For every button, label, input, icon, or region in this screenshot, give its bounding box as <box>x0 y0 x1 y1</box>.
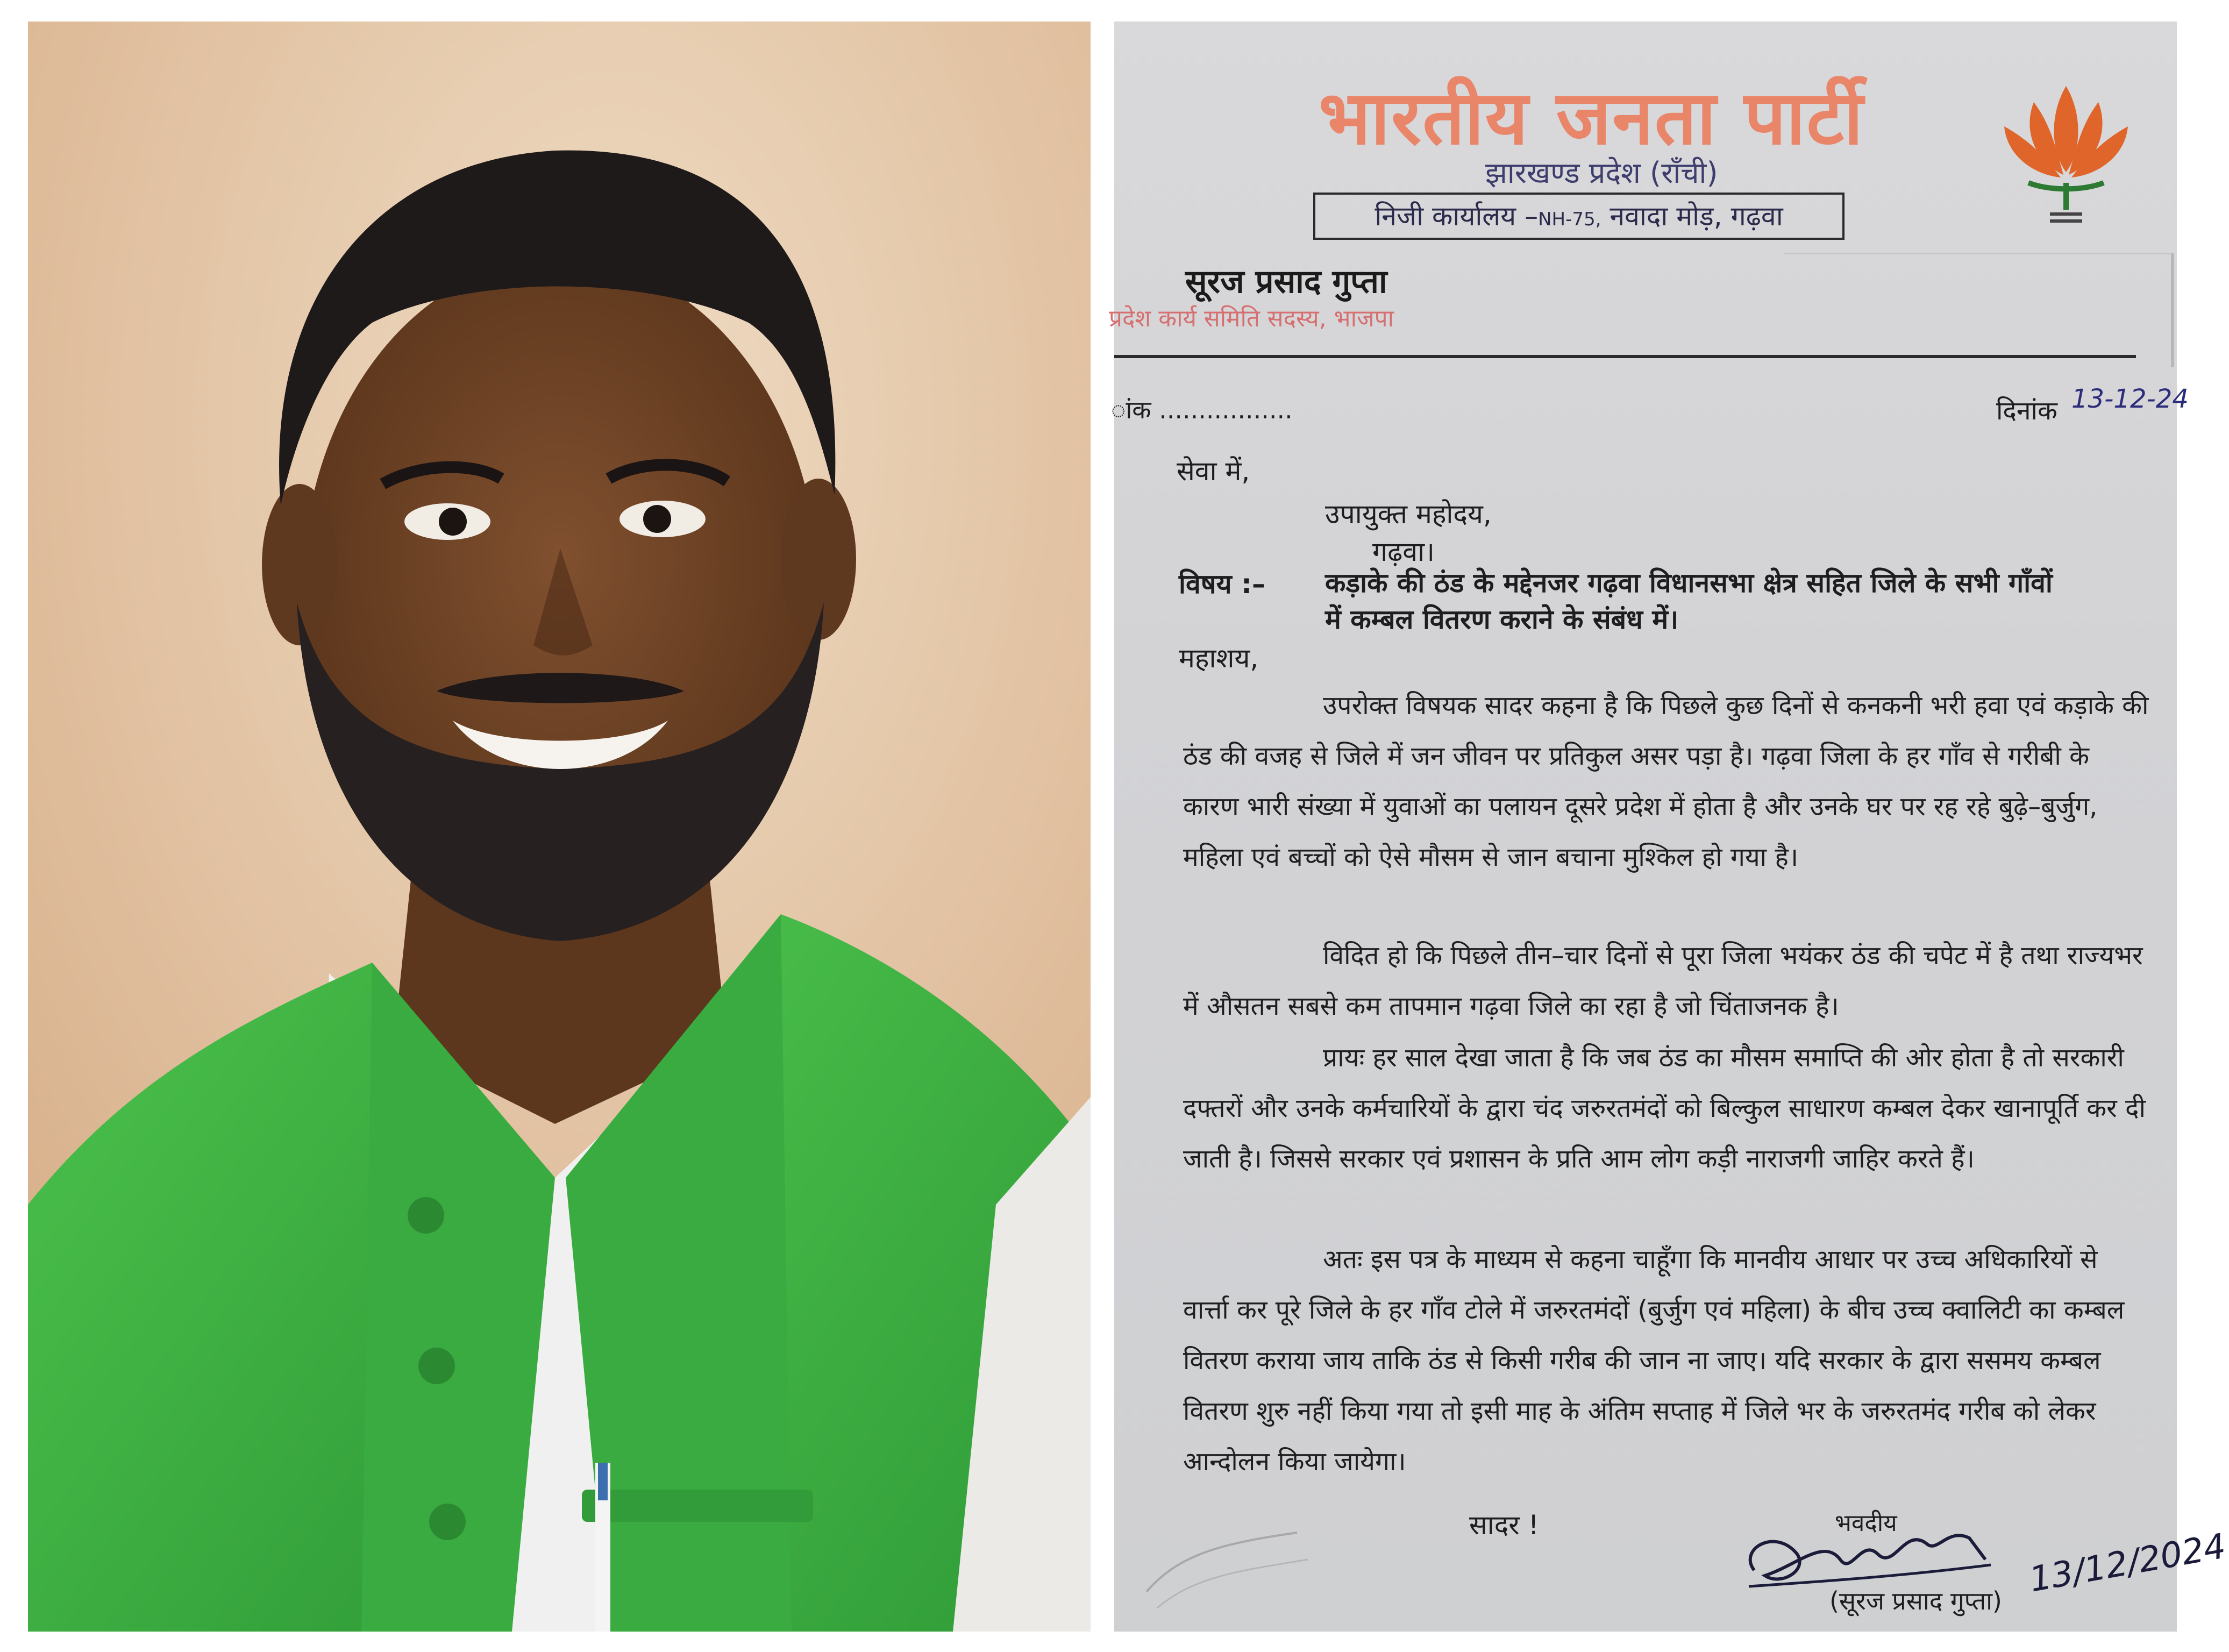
body-paragraph-1 <box>1183 680 2151 882</box>
closing-line: सादर ! <box>1469 1509 1539 1541</box>
paragraph-text: उपरोक्त विषयक सादर कहना है कि पिछले कुछ दिनों से कनकनी भरी हवा एवं कड़ाके की ठंड की वजह से जिले में जन जीवन पर प्रतिकुल असर पड़ा है। गढ़वा जिला के हर गाँव से गरीबी के कारण भारी संख्या में युवाओं का पलायन दूसरे प्रदेश में होता है और उनके घर पर रह रहे बुढ़े–बुर्जुग, महिला एवं बच्चों को ऐसे मौसम से जान बचाना मुश्किल हो गया है। <box>1183 690 2149 872</box>
addressee: उपायुक्त महोदय, <box>1325 499 1492 530</box>
faint-scribble <box>1136 1511 1319 1619</box>
body-paragraph-3 <box>1183 1032 2151 1184</box>
office-highway: NH-75, <box>1538 209 1601 230</box>
letter-document <box>1109 22 2229 1632</box>
lotus-logo-icon <box>1996 75 2136 231</box>
subject-line-1: कड़ाके की ठंड के मद्देनजर गढ़वा विधानसभा क्षेत्र सहित जिले के सभी गाँवों <box>1325 567 2053 599</box>
signatory-name: (सूरज प्रसाद गुप्ता) <box>1829 1586 2002 1615</box>
sender-role: प्रदेश कार्य समिति सदस्य, भाजपा <box>1109 305 1394 332</box>
office-address-box <box>1313 193 1845 240</box>
portrait-illustration <box>28 22 1091 1632</box>
subject-text <box>1325 565 2053 638</box>
header-divider <box>1114 355 2136 358</box>
state-line: झारखण्ड प्रदेश (राँची) <box>1485 156 1718 190</box>
party-name-heading: भारतीय जनता पार्टी <box>1319 75 1864 161</box>
reference-number: ांक ................. <box>1111 395 1293 424</box>
sender-name: सूरज प्रसाद गुप्ता <box>1185 263 1387 301</box>
paragraph-text: विदित हो कि पिछले तीन–चार दिनों से पूरा जिला भयंकर ठंड की चपेट में है तथा राज्यभर में औसतन सबसे कम तापमान गढ़वा जिले का रहा है जो चिंताजनक है। <box>1183 941 2143 1021</box>
regards-line: भवदीय <box>1835 1509 1897 1537</box>
subject-line-2: में कम्बल वितरण कराने के संबंध में। <box>1325 604 1679 635</box>
paragraph-text: प्रायः हर साल देखा जाता है कि जब ठंड का मौसम समाप्ति की ओर होता है तो सरकारी दफ्तरों और उनके कर्मचारियों के द्वारा चंद जरुरतमंदों को बिल्कुल साधारण कम्बल देकर खानापूर्ति कर दी जाती है। जिससे सरकार एवं प्रशासन के प्रति आम लोग कड़ी नाराजगी जाहिर करते हैं। <box>1183 1043 2146 1174</box>
body-paragraph-2 <box>1183 930 2151 1031</box>
date-value: 13-12-24 <box>2071 384 2189 414</box>
paragraph-text: अतः इस पत्र के माध्यम से कहना चाहूँगा कि मानवीय आधार पर उच्च अधिकारियों से वार्त्ता कर पूरे जिले के हर गाँव टोले में जरुरतमंदों (बुर्जुग एवं महिला) के बीच उच्च क्वालिटी का कम्बल वितरण कराया जाय ताकि ठंड से किसी गरीब की जान ना जाए। यदि सरकार के द्वारा ससमय कम्बल वितरण शुरु नहीं किया गया तो इसी माह के अंतिम सप्ताह में जिले भर के जरुरतमंद गरीब को लेकर आन्दोलन किया जायेगा। <box>1183 1244 2125 1477</box>
salutation: सेवा में, <box>1177 455 1250 487</box>
addressee-place: गढ़वा। <box>1372 536 1435 567</box>
portrait-photo <box>28 22 1091 1632</box>
body-paragraph-4 <box>1183 1234 2151 1487</box>
greeting: महाशय, <box>1179 643 1259 674</box>
office-prefix: निजी कार्यालय – <box>1375 201 1539 232</box>
paper-fold <box>1784 253 2174 367</box>
subject-label: विषय :– <box>1179 568 1266 600</box>
office-suffix: नवादा मोड़, गढ़वा <box>1601 201 1783 232</box>
date-label: दिनांक <box>1996 396 2057 426</box>
signature-date: 13/12/2024 <box>2026 1526 2229 1600</box>
